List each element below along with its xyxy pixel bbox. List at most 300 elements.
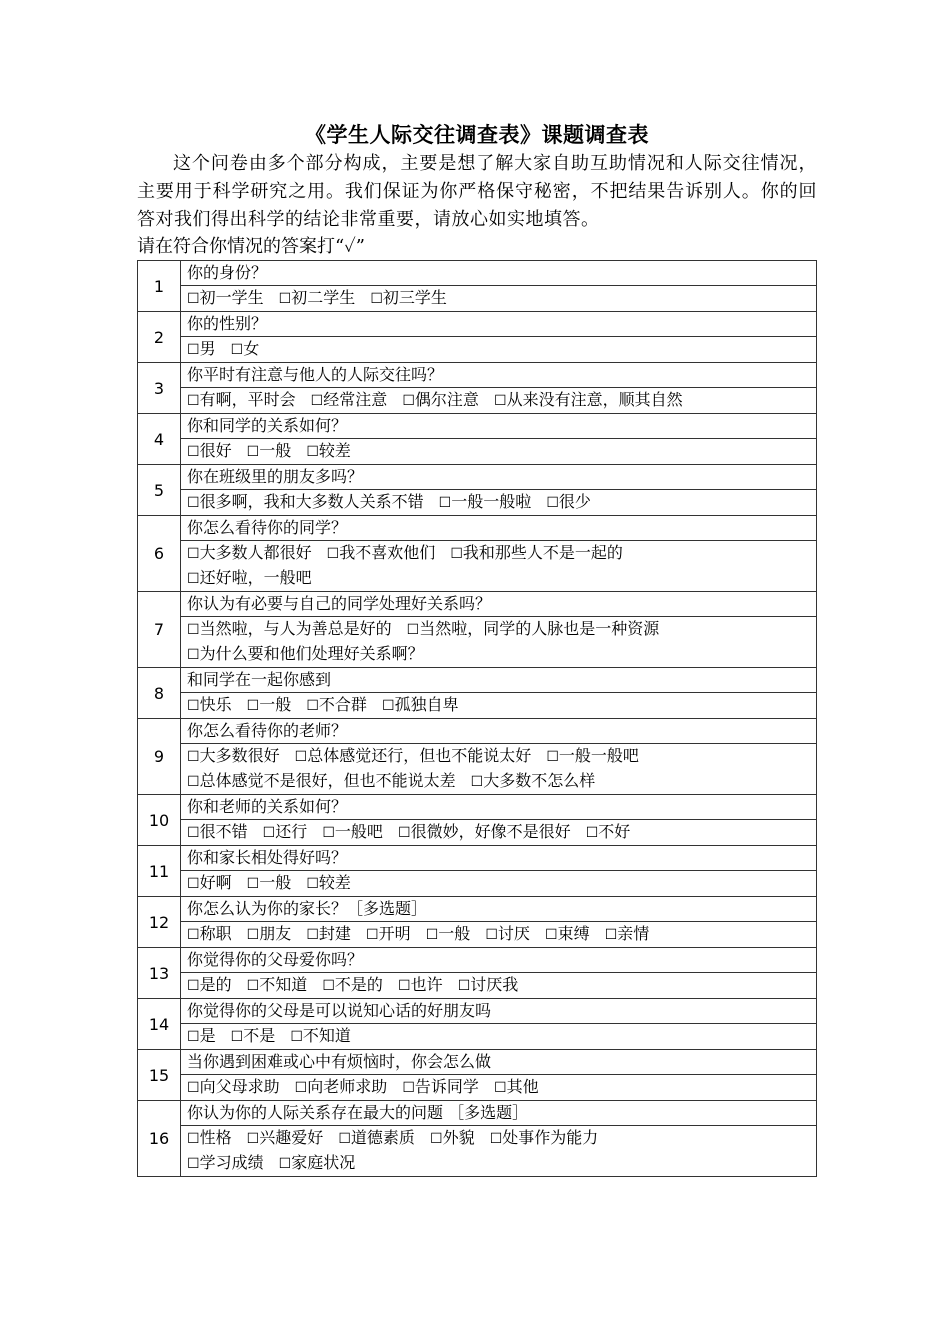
option-label: 孤独自卑 bbox=[394, 695, 459, 714]
question-row bbox=[138, 363, 817, 388]
question-text: 你和老师的关系如何？ bbox=[181, 795, 817, 820]
question-number: 6 bbox=[138, 516, 181, 592]
question-row bbox=[138, 668, 817, 693]
answer-option[interactable] bbox=[247, 975, 308, 994]
answer-option[interactable] bbox=[485, 924, 530, 943]
answer-option[interactable] bbox=[187, 771, 456, 790]
answer-option[interactable] bbox=[187, 924, 232, 943]
answer-option[interactable] bbox=[306, 441, 351, 460]
answer-row bbox=[138, 286, 817, 312]
checkbox-icon[interactable]: ☐ bbox=[406, 622, 420, 638]
option-label: 从来没有注意，顺其自然 bbox=[506, 390, 683, 409]
question-text: 你的性别？ bbox=[181, 312, 817, 337]
question-row bbox=[138, 1101, 817, 1126]
option-label: 大多数很好 bbox=[199, 746, 280, 765]
answer-option[interactable] bbox=[545, 924, 590, 943]
option-label: 很不错 bbox=[199, 822, 248, 841]
answer-options bbox=[181, 490, 817, 516]
option-line bbox=[187, 1024, 810, 1049]
option-label: 是的 bbox=[199, 975, 232, 994]
option-line bbox=[187, 642, 810, 667]
option-label: 一般 bbox=[438, 924, 471, 943]
option-label: 其他 bbox=[506, 1077, 539, 1096]
option-label: 不是的 bbox=[334, 975, 383, 994]
answer-row bbox=[138, 871, 817, 897]
option-label: 偶尔注意 bbox=[414, 390, 479, 409]
answer-options bbox=[181, 744, 817, 795]
answer-options bbox=[181, 388, 817, 414]
option-label: 不是 bbox=[243, 1026, 276, 1045]
checkbox-icon[interactable]: ☐ bbox=[278, 291, 292, 307]
checkbox-icon[interactable]: ☐ bbox=[187, 291, 200, 307]
checkbox-icon[interactable]: ☐ bbox=[402, 1080, 415, 1096]
checkbox-icon[interactable]: ☐ bbox=[290, 1029, 303, 1045]
answer-option[interactable] bbox=[450, 543, 623, 562]
answer-option[interactable] bbox=[187, 339, 216, 358]
question-text: 和同学在一起你感到 bbox=[181, 668, 817, 693]
answer-option[interactable] bbox=[295, 746, 532, 765]
question-number: 4 bbox=[138, 414, 181, 465]
question-text: 你的身份？ bbox=[181, 261, 817, 286]
option-label: 很少 bbox=[558, 492, 591, 511]
checkbox-icon[interactable]: ☐ bbox=[187, 774, 200, 790]
checkbox-icon[interactable]: ☐ bbox=[338, 1131, 351, 1147]
option-label: 较差 bbox=[318, 441, 351, 460]
answer-row bbox=[138, 388, 817, 414]
checkbox-icon[interactable]: ☐ bbox=[470, 774, 484, 790]
answer-option[interactable] bbox=[187, 822, 248, 841]
answer-row bbox=[138, 973, 817, 999]
option-label: 经常注意 bbox=[323, 390, 388, 409]
question-row bbox=[138, 261, 817, 286]
option-label: 束缚 bbox=[557, 924, 590, 943]
answer-option[interactable] bbox=[494, 390, 683, 409]
option-label: 初一学生 bbox=[199, 288, 264, 307]
question-number: 12 bbox=[138, 897, 181, 948]
answer-option[interactable] bbox=[402, 1077, 479, 1096]
question-text: 你认为你的人际关系存在最大的问题 ［多选题］ bbox=[181, 1101, 817, 1126]
checkbox-icon[interactable]: ☐ bbox=[457, 978, 471, 994]
checkbox-icon[interactable]: ☐ bbox=[489, 1131, 503, 1147]
answer-options bbox=[181, 617, 817, 668]
checkbox-icon[interactable]: ☐ bbox=[322, 978, 335, 994]
answer-option[interactable] bbox=[187, 492, 424, 511]
answer-option[interactable] bbox=[247, 924, 292, 943]
checkbox-icon[interactable]: ☐ bbox=[187, 1131, 200, 1147]
answer-option[interactable] bbox=[586, 822, 631, 841]
question-row bbox=[138, 1050, 817, 1075]
option-label: 一般吧 bbox=[334, 822, 383, 841]
checkbox-icon[interactable]: ☐ bbox=[370, 291, 383, 307]
question-number: 11 bbox=[138, 846, 181, 897]
option-label: 不知道 bbox=[259, 975, 308, 994]
answer-option[interactable] bbox=[187, 1026, 216, 1045]
option-label: 一般 bbox=[259, 873, 292, 892]
question-text: 当你遇到困难或心中有烦恼时，你会怎么做 bbox=[181, 1050, 817, 1075]
checkbox-icon[interactable]: ☐ bbox=[187, 647, 200, 663]
question-number: 1 bbox=[138, 261, 181, 312]
option-label: 一般 bbox=[259, 441, 292, 460]
answer-option[interactable] bbox=[471, 771, 596, 790]
question-text: 你在班级里的朋友多吗？ bbox=[181, 465, 817, 490]
checkbox-icon[interactable]: ☐ bbox=[294, 749, 308, 765]
option-line bbox=[187, 617, 810, 642]
option-label: 为什么要和他们处理好关系啊？ bbox=[199, 644, 424, 663]
option-label: 还好啦，一般吧 bbox=[199, 568, 312, 587]
question-number: 16 bbox=[138, 1101, 181, 1177]
answer-option[interactable] bbox=[306, 695, 367, 714]
answer-option[interactable] bbox=[187, 288, 264, 307]
question-row bbox=[138, 999, 817, 1024]
checkbox-icon[interactable]: ☐ bbox=[187, 571, 200, 587]
answer-option[interactable] bbox=[546, 492, 591, 511]
answer-option[interactable] bbox=[382, 695, 459, 714]
answer-option[interactable] bbox=[247, 873, 292, 892]
option-line bbox=[187, 286, 810, 311]
answer-row bbox=[138, 744, 817, 795]
option-label: 不好 bbox=[598, 822, 631, 841]
option-line bbox=[187, 820, 810, 845]
checkbox-icon[interactable]: ☐ bbox=[545, 927, 558, 943]
option-label: 男 bbox=[199, 339, 216, 358]
option-label: 称职 bbox=[199, 924, 232, 943]
answer-option[interactable] bbox=[187, 619, 392, 638]
checkbox-icon[interactable]: ☐ bbox=[187, 749, 200, 765]
checkbox-icon[interactable]: ☐ bbox=[187, 393, 200, 409]
answer-option[interactable] bbox=[187, 543, 312, 562]
answer-option[interactable] bbox=[494, 1077, 539, 1096]
answer-row bbox=[138, 1075, 817, 1101]
checkbox-icon[interactable]: ☐ bbox=[246, 1131, 260, 1147]
answer-option[interactable] bbox=[187, 873, 232, 892]
option-label: 很微妙，好像不是很好 bbox=[410, 822, 571, 841]
answer-row bbox=[138, 820, 817, 846]
checkbox-icon[interactable]: ☐ bbox=[306, 698, 319, 714]
question-row bbox=[138, 312, 817, 337]
option-line bbox=[187, 566, 810, 591]
option-label: 是 bbox=[199, 1026, 216, 1045]
answer-options bbox=[181, 693, 817, 719]
option-label: 封建 bbox=[318, 924, 351, 943]
checkbox-icon[interactable]: ☐ bbox=[306, 927, 319, 943]
option-label: 还行 bbox=[275, 822, 308, 841]
question-number: 2 bbox=[138, 312, 181, 363]
answer-option[interactable] bbox=[490, 1128, 599, 1147]
answer-options bbox=[181, 1024, 817, 1050]
option-label: 性格 bbox=[199, 1128, 232, 1147]
answer-option[interactable] bbox=[370, 288, 447, 307]
answer-row bbox=[138, 439, 817, 465]
answer-row bbox=[138, 693, 817, 719]
option-label: 一般 bbox=[259, 695, 292, 714]
option-label: 也许 bbox=[410, 975, 443, 994]
question-number: 15 bbox=[138, 1050, 181, 1101]
answer-row bbox=[138, 541, 817, 592]
question-row bbox=[138, 948, 817, 973]
answer-option[interactable] bbox=[398, 822, 571, 841]
answer-option[interactable] bbox=[279, 288, 356, 307]
checkbox-icon[interactable]: ☐ bbox=[402, 393, 415, 409]
option-label: 女 bbox=[243, 339, 260, 358]
checkbox-icon[interactable]: ☐ bbox=[187, 876, 200, 892]
checkbox-icon[interactable]: ☐ bbox=[187, 978, 200, 994]
answer-row bbox=[138, 617, 817, 668]
answer-options bbox=[181, 286, 817, 312]
option-label: 家庭状况 bbox=[291, 1153, 356, 1172]
option-label: 较差 bbox=[318, 873, 351, 892]
checkbox-icon[interactable]: ☐ bbox=[425, 927, 439, 943]
question-text: 你觉得你的父母是可以说知心话的好朋友吗 bbox=[181, 999, 817, 1024]
answer-options bbox=[181, 1126, 817, 1177]
option-line bbox=[187, 871, 810, 896]
checkbox-icon[interactable]: ☐ bbox=[450, 546, 463, 562]
option-line bbox=[187, 388, 810, 413]
checkbox-icon[interactable]: ☐ bbox=[546, 749, 559, 765]
option-label: 向老师求助 bbox=[307, 1077, 388, 1096]
answer-option[interactable] bbox=[187, 644, 424, 663]
checkbox-icon[interactable]: ☐ bbox=[585, 825, 599, 841]
question-number: 9 bbox=[138, 719, 181, 795]
option-label: 当然啦，与人为善总是好的 bbox=[199, 619, 392, 638]
checkbox-icon[interactable]: ☐ bbox=[230, 342, 244, 358]
answer-option[interactable] bbox=[458, 975, 519, 994]
option-line bbox=[187, 922, 810, 947]
answer-option[interactable] bbox=[327, 543, 436, 562]
answer-option[interactable] bbox=[187, 441, 232, 460]
option-line bbox=[187, 744, 810, 794]
checkbox-icon[interactable]: ☐ bbox=[187, 495, 200, 511]
checkbox-icon[interactable]: ☐ bbox=[187, 825, 200, 841]
option-label: 不知道 bbox=[302, 1026, 351, 1045]
answer-option[interactable] bbox=[605, 924, 650, 943]
checkbox-icon[interactable]: ☐ bbox=[278, 1156, 292, 1172]
answer-option[interactable] bbox=[439, 492, 532, 511]
question-text: 你和家长相处得好吗？ bbox=[181, 846, 817, 871]
question-row bbox=[138, 897, 817, 922]
answer-option[interactable] bbox=[306, 873, 351, 892]
checkbox-icon[interactable]: ☐ bbox=[494, 1080, 507, 1096]
option-label: 初二学生 bbox=[291, 288, 356, 307]
option-label: 不合群 bbox=[318, 695, 367, 714]
option-line bbox=[187, 1151, 810, 1176]
option-line bbox=[187, 439, 810, 464]
answer-option[interactable] bbox=[322, 975, 383, 994]
question-row bbox=[138, 795, 817, 820]
answer-option[interactable] bbox=[187, 568, 312, 587]
answer-option[interactable] bbox=[338, 1128, 415, 1147]
checkbox-icon[interactable]: ☐ bbox=[187, 546, 200, 562]
question-row bbox=[138, 414, 817, 439]
question-number: 5 bbox=[138, 465, 181, 516]
option-label: 讨厌 bbox=[497, 924, 530, 943]
option-label: 处事作为能力 bbox=[502, 1128, 599, 1147]
option-label: 总体感觉不是很好，但也不能说太差 bbox=[199, 771, 456, 790]
answer-option[interactable] bbox=[311, 390, 388, 409]
checkbox-icon[interactable]: ☐ bbox=[187, 1080, 200, 1096]
question-number: 10 bbox=[138, 795, 181, 846]
answer-options bbox=[181, 541, 817, 592]
checkbox-icon[interactable]: ☐ bbox=[326, 546, 340, 562]
answer-option[interactable] bbox=[366, 924, 411, 943]
answer-row bbox=[138, 1126, 817, 1177]
option-label: 我和那些人不是一起的 bbox=[462, 543, 623, 562]
option-label: 外貌 bbox=[442, 1128, 475, 1147]
checkbox-icon[interactable]: ☐ bbox=[306, 876, 319, 892]
answer-options bbox=[181, 922, 817, 948]
answer-row bbox=[138, 337, 817, 363]
question-row bbox=[138, 465, 817, 490]
option-label: 当然啦，同学的人脉也是一种资源 bbox=[419, 619, 660, 638]
answer-option[interactable] bbox=[398, 975, 443, 994]
question-text: 你怎么看待你的老师？ bbox=[181, 719, 817, 744]
answer-option[interactable] bbox=[263, 822, 308, 841]
checkbox-icon[interactable]: ☐ bbox=[310, 393, 324, 409]
answer-option[interactable] bbox=[306, 924, 351, 943]
checkbox-icon[interactable]: ☐ bbox=[246, 978, 260, 994]
option-label: 开明 bbox=[378, 924, 411, 943]
checkbox-icon[interactable]: ☐ bbox=[306, 444, 319, 460]
answer-option[interactable] bbox=[187, 975, 232, 994]
answer-option[interactable] bbox=[247, 1128, 324, 1147]
option-label: 道德素质 bbox=[350, 1128, 415, 1147]
checkbox-icon[interactable]: ☐ bbox=[246, 698, 260, 714]
option-label: 学习成绩 bbox=[199, 1153, 264, 1172]
checkbox-icon[interactable]: ☐ bbox=[438, 495, 452, 511]
question-text: 你平时有注意与他人的人际交往吗？ bbox=[181, 363, 817, 388]
option-line bbox=[187, 1075, 810, 1100]
answer-option[interactable] bbox=[187, 390, 296, 409]
option-label: 讨厌我 bbox=[470, 975, 519, 994]
checkbox-icon[interactable]: ☐ bbox=[398, 825, 411, 841]
question-number: 14 bbox=[138, 999, 181, 1050]
option-label: 我不喜欢他们 bbox=[339, 543, 436, 562]
option-line bbox=[187, 1126, 810, 1151]
answer-option[interactable] bbox=[231, 1026, 276, 1045]
option-label: 很好 bbox=[199, 441, 232, 460]
answer-option[interactable] bbox=[407, 619, 660, 638]
checkbox-icon[interactable]: ☐ bbox=[187, 1029, 200, 1045]
option-label: 很多啊，我和大多数人关系不错 bbox=[199, 492, 424, 511]
option-label: 一般一般啦 bbox=[451, 492, 532, 511]
checkbox-icon[interactable]: ☐ bbox=[366, 927, 379, 943]
answer-row bbox=[138, 490, 817, 516]
answer-option[interactable] bbox=[231, 339, 260, 358]
answer-options bbox=[181, 973, 817, 999]
answer-options bbox=[181, 1075, 817, 1101]
answer-options bbox=[181, 337, 817, 363]
option-line bbox=[187, 973, 810, 998]
option-label: 一般一般吧 bbox=[558, 746, 639, 765]
question-row bbox=[138, 592, 817, 617]
checkbox-icon[interactable]: ☐ bbox=[187, 444, 200, 460]
question-number: 13 bbox=[138, 948, 181, 999]
question-row bbox=[138, 846, 817, 871]
option-line bbox=[187, 337, 810, 362]
checkbox-icon[interactable]: ☐ bbox=[382, 698, 395, 714]
answer-option[interactable] bbox=[402, 390, 479, 409]
question-text: 你和同学的关系如何？ bbox=[181, 414, 817, 439]
checkbox-icon[interactable]: ☐ bbox=[430, 1131, 443, 1147]
checkbox-icon[interactable]: ☐ bbox=[398, 978, 411, 994]
survey-page bbox=[137, 120, 817, 1177]
answer-option[interactable] bbox=[187, 695, 232, 714]
answer-options bbox=[181, 439, 817, 465]
checkbox-icon[interactable]: ☐ bbox=[187, 622, 200, 638]
checkbox-icon[interactable]: ☐ bbox=[485, 927, 498, 943]
checkbox-icon[interactable]: ☐ bbox=[262, 825, 276, 841]
option-label: 有啊，平时会 bbox=[199, 390, 296, 409]
option-label: 大多数人都很好 bbox=[199, 543, 312, 562]
answer-option[interactable] bbox=[546, 746, 639, 765]
checkbox-icon[interactable]: ☐ bbox=[187, 342, 200, 358]
question-row bbox=[138, 516, 817, 541]
answer-option[interactable] bbox=[187, 746, 280, 765]
answer-option[interactable] bbox=[322, 822, 383, 841]
option-line bbox=[187, 541, 810, 566]
answer-option[interactable] bbox=[430, 1128, 475, 1147]
answer-option[interactable] bbox=[279, 1153, 356, 1172]
option-label: 告诉同学 bbox=[414, 1077, 479, 1096]
option-label: 亲情 bbox=[617, 924, 650, 943]
checkbox-icon[interactable]: ☐ bbox=[546, 495, 559, 511]
question-text: 你怎么认为你的家长？［多选题］ bbox=[181, 897, 817, 922]
checkbox-icon[interactable]: ☐ bbox=[187, 698, 200, 714]
answer-option[interactable] bbox=[426, 924, 471, 943]
instruction-text: 请在符合你情况的答案打“✓” bbox=[137, 236, 366, 257]
answer-row bbox=[138, 922, 817, 948]
checkbox-icon[interactable]: ☐ bbox=[322, 825, 335, 841]
checkbox-icon[interactable]: ☐ bbox=[246, 927, 260, 943]
checkbox-icon[interactable]: ☐ bbox=[187, 927, 200, 943]
survey-table bbox=[137, 260, 817, 1177]
intro-paragraph: 这个问卷由多个部分构成，主要是想了解大家自助互助情况和人际交往情况，主要用于科学研究之用。我们保证为你严格保守秘密，不把结果告诉别人。你的回答对我们得出科学的结论非常重要，请放心如实地填答。 bbox=[137, 153, 817, 230]
checkbox-icon[interactable]: ☐ bbox=[294, 1080, 308, 1096]
question-number: 7 bbox=[138, 592, 181, 668]
answer-options bbox=[181, 871, 817, 897]
checkbox-icon[interactable]: ☐ bbox=[246, 876, 260, 892]
question-text: 你认为有必要与自己的同学处理好关系吗？ bbox=[181, 592, 817, 617]
option-label: 总体感觉还行，但也不能说太好 bbox=[307, 746, 532, 765]
question-number: 3 bbox=[138, 363, 181, 414]
option-label: 初三学生 bbox=[382, 288, 447, 307]
page-title: 《学生人际交往调查表》课题调查表 bbox=[305, 123, 649, 147]
option-label: 快乐 bbox=[199, 695, 232, 714]
question-number: 8 bbox=[138, 668, 181, 719]
option-label: 好啊 bbox=[199, 873, 232, 892]
question-row bbox=[138, 719, 817, 744]
answer-row bbox=[138, 1024, 817, 1050]
answer-option[interactable] bbox=[295, 1077, 388, 1096]
answer-option[interactable] bbox=[247, 441, 292, 460]
checkbox-icon[interactable]: ☐ bbox=[230, 1029, 244, 1045]
answer-option[interactable] bbox=[187, 1128, 232, 1147]
answer-option[interactable] bbox=[247, 695, 292, 714]
option-label: 向父母求助 bbox=[199, 1077, 280, 1096]
question-text: 你觉得你的父母爱你吗？ bbox=[181, 948, 817, 973]
answer-option[interactable] bbox=[187, 1077, 280, 1096]
answer-option[interactable] bbox=[290, 1026, 351, 1045]
checkbox-icon[interactable]: ☐ bbox=[187, 1156, 200, 1172]
checkbox-icon[interactable]: ☐ bbox=[604, 927, 618, 943]
checkbox-icon[interactable]: ☐ bbox=[246, 444, 260, 460]
answer-options bbox=[181, 820, 817, 846]
question-text: 你怎么看待你的同学？ bbox=[181, 516, 817, 541]
answer-option[interactable] bbox=[187, 1153, 264, 1172]
option-label: 大多数不怎么样 bbox=[483, 771, 596, 790]
checkbox-icon[interactable]: ☐ bbox=[494, 393, 507, 409]
option-line bbox=[187, 693, 810, 718]
option-label: 朋友 bbox=[259, 924, 292, 943]
